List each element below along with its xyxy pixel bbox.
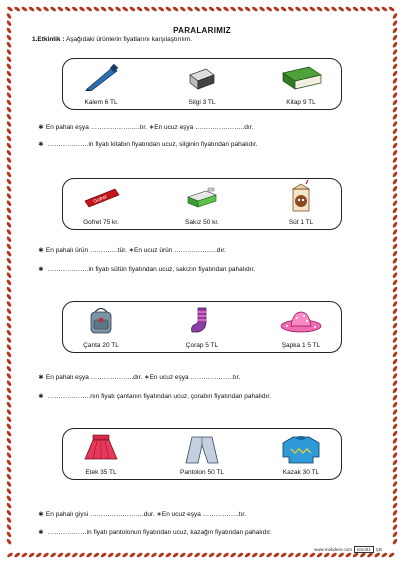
leaf-mark [50,6,57,12]
leaf-mark [35,552,42,558]
leaf-mark [6,372,12,379]
pants-icon [180,433,224,465]
leaf-mark [93,552,100,558]
product-box-2 [62,178,342,230]
hat-icon [279,306,323,334]
leaf-mark [392,185,398,192]
leaf-mark [6,214,12,221]
leaf-mark [392,524,398,531]
leaf-mark [330,6,337,12]
leaf-mark [6,113,12,120]
leaf-mark [392,272,398,279]
leaf-mark [392,516,398,523]
leaf-mark [100,6,107,12]
leaf-mark [392,437,398,444]
leaf-mark [179,552,186,558]
leaf-mark [258,552,265,558]
leaf-mark [194,6,201,12]
leaf-mark [6,63,12,70]
leaf-mark [6,70,12,77]
leaf-mark [6,293,12,300]
product-box-3 [62,301,342,353]
leaf-mark [392,171,398,178]
leaf-mark [6,250,12,257]
leaf-mark [179,6,186,12]
leaf-mark [392,538,398,545]
leaf-mark [6,437,12,444]
leaf-mark [215,552,222,558]
leaf-mark [294,6,301,12]
product-item [61,302,141,352]
leaf-mark [150,6,157,12]
product-label: Şapka 1 5 TL [281,342,321,349]
leaf-mark [6,524,12,531]
leaf-mark [287,6,294,12]
leaf-mark [392,365,398,372]
leaf-mark [6,344,12,351]
leaf-mark [6,516,12,523]
leaf-mark [392,192,398,199]
leaf-mark [6,538,12,545]
leaf-mark [392,423,398,430]
leaf-mark [6,300,12,307]
leaf-mark [258,6,265,12]
leaf-mark [143,552,150,558]
leaf-mark [107,6,114,12]
leaf-mark [6,495,12,502]
leaf-mark [392,149,398,156]
leaf-mark [6,552,13,558]
product-box-1 [62,58,342,110]
leaf-mark [28,6,35,12]
leaf-mark [392,178,398,185]
leaf-mark [114,552,121,558]
leaf-mark [392,164,398,171]
bag-icon [79,306,123,334]
leaf-mark [6,178,12,185]
leaf-mark [6,264,12,271]
leaf-mark [6,128,12,135]
leaf-mark [6,401,12,408]
leaf-mark [50,552,57,558]
footer-site: www.mebders.com [313,547,352,552]
leaf-mark [6,531,12,538]
leaf-mark [6,48,12,55]
leaf-mark [273,6,280,12]
leaf-mark [392,128,398,135]
product-item [261,302,341,352]
product-item [261,179,341,229]
leaf-mark [392,344,398,351]
leaf-mark [251,552,258,558]
leaf-mark [287,552,294,558]
leaf-mark [6,308,12,315]
leaf-mark [71,6,78,12]
leaf-mark [6,156,12,163]
leaf-mark [6,459,12,466]
leaf-mark [6,509,12,516]
leaf-mark [6,502,12,509]
leaf-mark [392,502,398,509]
leaf-mark [392,495,398,502]
leaf-mark [6,480,12,487]
leaf-mark [392,351,398,358]
pen-icon [79,63,123,91]
product-label: Gofret 75 kr. [83,219,119,226]
leaf-mark [42,6,49,12]
leaf-mark [6,221,12,228]
leaf-mark [392,120,398,127]
question-line: ∗ En pahalı eşya ………………..dır. ∗En ucuz eşya ………………..tır. [38,374,241,381]
question-line: ∗ En pahalı ürün ………….tür. ∗En ucuz ürün ………………..dır. [38,247,226,254]
leaf-mark [6,394,12,401]
leaf-mark [6,228,12,235]
leaf-mark [64,6,71,12]
milk-icon [279,180,323,214]
leaf-mark [6,99,12,106]
leaf-mark [100,552,107,558]
instruction-text: Aşağıdaki ürünlerin fiyatlarını karşılaştırılım. [64,36,193,43]
leaf-mark [136,552,143,558]
leaf-mark [6,322,12,329]
leaf-mark [392,358,398,365]
leaf-mark [86,6,93,12]
leaf-mark [392,336,398,343]
leaf-mark [392,293,398,300]
leaf-mark [6,192,12,199]
product-item [61,59,141,109]
leaf-mark [6,336,12,343]
leaf-mark [392,509,398,516]
leaf-mark [6,6,13,12]
leaf-mark [388,6,395,12]
leaf-mark [392,286,398,293]
svg-text:Gofret: Gofret [92,194,108,205]
product-label: Pantolon 50 TL [180,469,224,476]
leaf-mark [392,394,398,401]
leaf-mark [6,164,12,171]
leaf-mark [64,552,71,558]
leaf-mark [392,444,398,451]
leaf-mark [150,552,157,558]
leaf-mark [345,6,352,12]
leaf-mark [28,552,35,558]
leaf-mark [122,552,129,558]
page-title: PARALARIMIZ [173,26,231,35]
leaf-mark [86,552,93,558]
leaf-mark [302,552,309,558]
leaf-mark [237,552,244,558]
leaf-mark [392,200,398,207]
leaf-mark [14,552,21,558]
leaf-mark [14,6,21,12]
product-item [162,302,242,352]
product-item [61,179,141,229]
skirt-icon [79,433,123,461]
instruction [32,36,192,43]
leaf-mark [78,6,85,12]
sock-icon [180,306,224,334]
leaf-mark [6,272,12,279]
leaf-mark [392,142,398,149]
leaf-mark [392,315,398,322]
leaf-mark [392,113,398,120]
leaf-mark [280,552,287,558]
gum-icon [180,183,224,211]
leaf-mark [338,6,345,12]
leaf-mark [114,6,121,12]
leaf-mark [6,200,12,207]
product-label: Kitap 9 TL [286,99,316,106]
leaf-mark [302,6,309,12]
leaf-mark [392,416,398,423]
leaf-mark [266,6,273,12]
leaf-mark [143,6,150,12]
leaf-mark [6,329,12,336]
leaf-mark [316,6,323,12]
leaf-mark [392,70,398,77]
leaf-mark [392,12,398,19]
eraser-icon [180,63,224,91]
leaf-mark [392,308,398,315]
leaf-mark [21,6,28,12]
leaf-mark [6,488,12,495]
leaf-mark [323,6,330,12]
leaf-mark [6,430,12,437]
product-label: Silgi 3 TL [188,99,216,106]
leaf-mark [352,6,359,12]
sweater-icon [279,433,323,465]
leaf-mark [266,552,273,558]
leaf-mark [6,452,12,459]
leaf-mark [6,315,12,322]
leaf-mark [6,84,12,91]
leaf-mark [392,221,398,228]
leaf-mark [57,6,64,12]
leaf-mark [21,552,28,558]
leaf-mark [186,6,193,12]
leaf-mark [6,171,12,178]
leaf-mark [6,423,12,430]
product-label: Süt 1 TL [288,219,314,226]
leaf-mark [6,408,12,415]
leaf-mark [42,552,49,558]
product-box-4 [62,428,342,480]
leaf-mark [381,6,388,12]
leaf-mark [6,142,12,149]
leaf-mark [392,106,398,113]
footer-badge: emo01 [354,546,374,553]
leaf-mark [392,466,398,473]
leaf-mark [6,416,12,423]
leaf-mark [6,387,12,394]
leaf-mark [244,6,251,12]
leaf-mark [208,6,215,12]
leaf-mark [201,6,208,12]
leaf-mark [93,6,100,12]
leaf-mark [392,488,398,495]
question-line: ∗ ……………….in fiyatı kitabın fiyatından ucuz, silginin fiyatından pahalıdır. [38,141,258,148]
leaf-mark [6,286,12,293]
leaf-mark [392,279,398,286]
leaf-mark [392,480,398,487]
leaf-mark [6,106,12,113]
leaf-mark [6,365,12,372]
leaf-mark [392,156,398,163]
product-item [61,429,141,479]
leaf-mark [392,99,398,106]
question-line: ∗ En pahalı eşya …………………..tır. ∗En ucuz eşya …………………..dır. [38,124,254,131]
leaf-mark [392,300,398,307]
leaf-mark [129,6,136,12]
leaf-mark [280,6,287,12]
leaf-mark [172,552,179,558]
product-item [162,429,242,479]
leaf-mark [392,473,398,480]
leaf-mark [6,207,12,214]
leaf-mark [222,552,229,558]
leaf-mark [392,250,398,257]
leaf-mark [392,329,398,336]
leaf-mark [6,279,12,286]
leaf-mark [392,77,398,84]
leaf-mark [6,149,12,156]
leaf-mark [6,473,12,480]
leaf-mark [122,6,129,12]
leaf-mark [6,92,12,99]
product-item [162,59,242,109]
leaf-mark [392,236,398,243]
question-line: ∗ ………………..nın fiyatı çantanın fiyatından ucuz, çorabın fiyatından pahalıdır. [38,393,271,400]
instruction-prefix: 1.Etkinlik : [32,36,65,43]
product-label: Kalem 6 TL [84,99,118,106]
leaf-mark [136,6,143,12]
leaf-mark [158,552,165,558]
leaf-mark [392,430,398,437]
leaf-mark [294,552,301,558]
leaf-mark [57,552,64,558]
leaf-mark [392,264,398,271]
leaf-mark [6,351,12,358]
leaf-mark [392,452,398,459]
leaf-mark [208,552,215,558]
leaf-mark [392,380,398,387]
wafer-icon [79,183,123,211]
leaf-mark [392,257,398,264]
leaf-mark [359,6,366,12]
leaf-mark [172,6,179,12]
leaf-mark [392,243,398,250]
leaf-mark [6,56,12,63]
leaf-mark [388,552,395,558]
leaf-mark [6,41,12,48]
leaf-mark [165,552,172,558]
leaf-mark [392,84,398,91]
leaf-mark [6,77,12,84]
leaf-mark [6,12,12,19]
leaf-mark [392,372,398,379]
leaf-mark [201,552,208,558]
leaf-mark [392,34,398,41]
leaf-mark [392,63,398,70]
product-label: Kazak 30 TL [282,469,320,476]
leaf-mark [6,135,12,142]
leaf-mark [392,48,398,55]
leaf-mark [392,92,398,99]
leaf-mark [158,6,165,12]
leaf-mark [6,380,12,387]
leaf-mark [392,401,398,408]
leaf-mark [366,6,373,12]
leaf-mark [392,408,398,415]
leaf-mark [392,135,398,142]
leaf-mark [6,444,12,451]
leaf-mark [6,185,12,192]
leaf-mark [392,387,398,394]
leaf-mark [273,552,280,558]
leaf-mark [6,257,12,264]
leaf-mark [374,6,381,12]
leaf-mark [6,466,12,473]
leaf-mark [392,214,398,221]
leaf-mark [35,6,42,12]
leaf-mark [222,6,229,12]
leaf-mark [78,552,85,558]
leaf-mark [194,552,201,558]
footer-suffix: ÇB [375,547,382,552]
leaf-mark [71,552,78,558]
leaf-mark [237,6,244,12]
product-item [261,429,341,479]
leaf-mark [107,552,114,558]
leaf-mark [392,531,398,538]
product-item [162,179,242,229]
product-label: Sakız 50 kr. [185,219,219,226]
leaf-mark [230,6,237,12]
leaf-mark [129,552,136,558]
leaf-mark [392,207,398,214]
leaf-mark [165,6,172,12]
leaf-mark [230,552,237,558]
leaf-mark [251,6,258,12]
leaf-mark [244,552,251,558]
product-label: Çanta 20 TL [83,342,119,349]
leaf-mark [309,6,316,12]
leaf-mark [392,41,398,48]
leaf-mark [6,34,12,41]
footer [314,546,382,553]
leaf-mark [392,459,398,466]
leaf-mark [215,6,222,12]
leaf-mark [6,236,12,243]
leaf-mark [6,120,12,127]
product-item [261,59,341,109]
product-label: Çorap 5 TL [185,342,219,349]
book-icon [279,63,323,91]
leaf-mark [392,322,398,329]
question-line: ∗ En pahalı giysi …………………….dur. ∗En ucuz eşya ……………..tır. [38,511,247,518]
leaf-mark [6,358,12,365]
product-label: Etek 35 TL [85,469,117,476]
leaf-mark [392,228,398,235]
leaf-mark [186,552,193,558]
leaf-mark [6,243,12,250]
leaf-mark [392,56,398,63]
question-line: ∗ ……………….in fiyatı sütün fiyatından ucuz, sakızın fiyatından pahalıdır. [38,266,256,273]
question-line: ∗ ………………in fiyatı pantolonun fiyatından ucuz, kazağın fiyatından pahalıdır. [38,529,272,536]
